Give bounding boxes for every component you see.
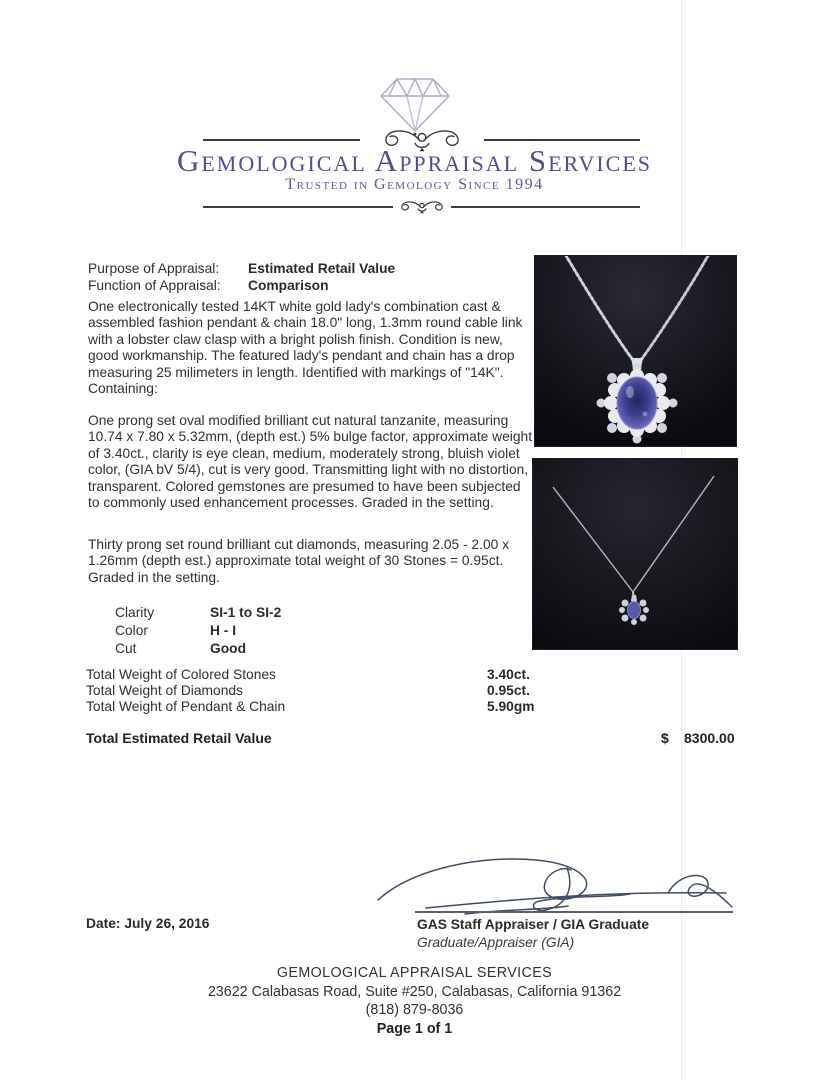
total-weight-colored-stones-value: 3.40ct.	[487, 667, 530, 682]
grade-row-cut	[115, 641, 247, 656]
item-description-paragraph: One electronically tested 14KT white gold lady's combination cast & assembled fashion pendant & chain 18.0" long, 1.3mm round cable link with a lobster claw clasp with a bright polish finish. Condition is new, good workmanship. The featured lady's pendant and chain has a drop measuring 25 milimeters in length. Identified with markings of "14K". Containing:	[88, 299, 523, 397]
footer-phone: (818) 879-8036	[365, 1002, 464, 1018]
total-estimated-retail-value-row	[86, 730, 746, 746]
diamonds-description-paragraph: Thirty prong set round brilliant cut diamonds, measuring 2.05 - 2.00 x 1.26mm (depth est.) approximate total weight of 30 Stones = 0.95ct. Graded in the setting.	[88, 537, 510, 585]
page-number: Page 1 of 1	[376, 1021, 453, 1037]
grade-row-color	[115, 623, 237, 638]
signer-subtitle: Graduate/Appraiser (GIA)	[417, 935, 575, 950]
cut-label: Cut	[115, 641, 137, 656]
clarity-label: Clarity	[115, 605, 155, 620]
total-weight-diamonds-value: 0.95ct.	[487, 683, 530, 698]
signature-line	[415, 911, 733, 913]
pendant-closeup-photo	[535, 256, 736, 446]
currency-symbol: $	[661, 730, 669, 746]
divider-line	[484, 139, 641, 141]
color-value: H - I	[210, 623, 237, 638]
color-label: Color	[115, 623, 148, 638]
function-label: Function of Appraisal:	[88, 278, 221, 293]
total-estimated-retail-value-label: Total Estimated Retail Value	[86, 730, 272, 746]
appraisal-date: Date: July 26, 2016	[86, 916, 210, 931]
footer-address: 23622 Calabasas Road, Suite #250, Calabasas, California 91362	[207, 984, 622, 1000]
total-estimated-retail-value-amount: 8300.00	[684, 730, 735, 746]
org-name: Gemological Appraisal Services	[176, 143, 653, 178]
appraiser-signature	[368, 853, 735, 917]
purpose-row	[88, 260, 396, 277]
clarity-value: SI-1 to SI-2	[210, 605, 282, 620]
necklace-full-photo	[533, 459, 737, 649]
header-divider-bottom	[203, 192, 640, 222]
purpose-value: Estimated Retail Value	[248, 261, 396, 276]
tanzanite-description-paragraph: One prong set oval modified brilliant cut natural tanzanite, measuring 10.74 x 7.80 x 5.32mm, (depth est.) 5% bulge factor, approximate weight of 3.40ct., clarity is eye clean, medium, moderately strong, bluish violet color, (GIA bV 5/4), cut is very good. Transmitting light with no distortion, transparent. Colored gemstones are presumed to have been subjected to commonly used enhancement processes. Graded in the setting.	[88, 413, 533, 511]
flourish-icon	[393, 192, 451, 222]
total-weight-diamonds-row	[86, 683, 530, 698]
purpose-label: Purpose of Appraisal:	[88, 261, 220, 276]
divider-line	[203, 206, 393, 208]
total-weight-colored-stones-label: Total Weight of Colored Stones	[86, 667, 276, 682]
divider-line	[451, 206, 641, 208]
footer-org-name: GEMOLOGICAL APPRAISAL SERVICES	[276, 965, 553, 981]
total-weight-pendant-chain-label: Total Weight of Pendant & Chain	[86, 699, 286, 714]
org-tagline: Trusted in Gemology Since 1994	[285, 176, 544, 193]
signer-title: GAS Staff Appraiser / GIA Graduate	[417, 917, 650, 932]
total-weight-colored-stones-row	[86, 667, 530, 682]
total-weight-pendant-chain-value: 5.90gm	[487, 699, 535, 714]
grade-row-clarity	[115, 605, 282, 620]
divider-line	[203, 139, 360, 141]
cut-value: Good	[210, 641, 247, 656]
function-value: Comparison	[248, 278, 329, 293]
total-weight-diamonds-label: Total Weight of Diamonds	[86, 683, 243, 698]
total-weight-pendant-chain-row	[86, 699, 535, 714]
function-row	[88, 277, 329, 294]
